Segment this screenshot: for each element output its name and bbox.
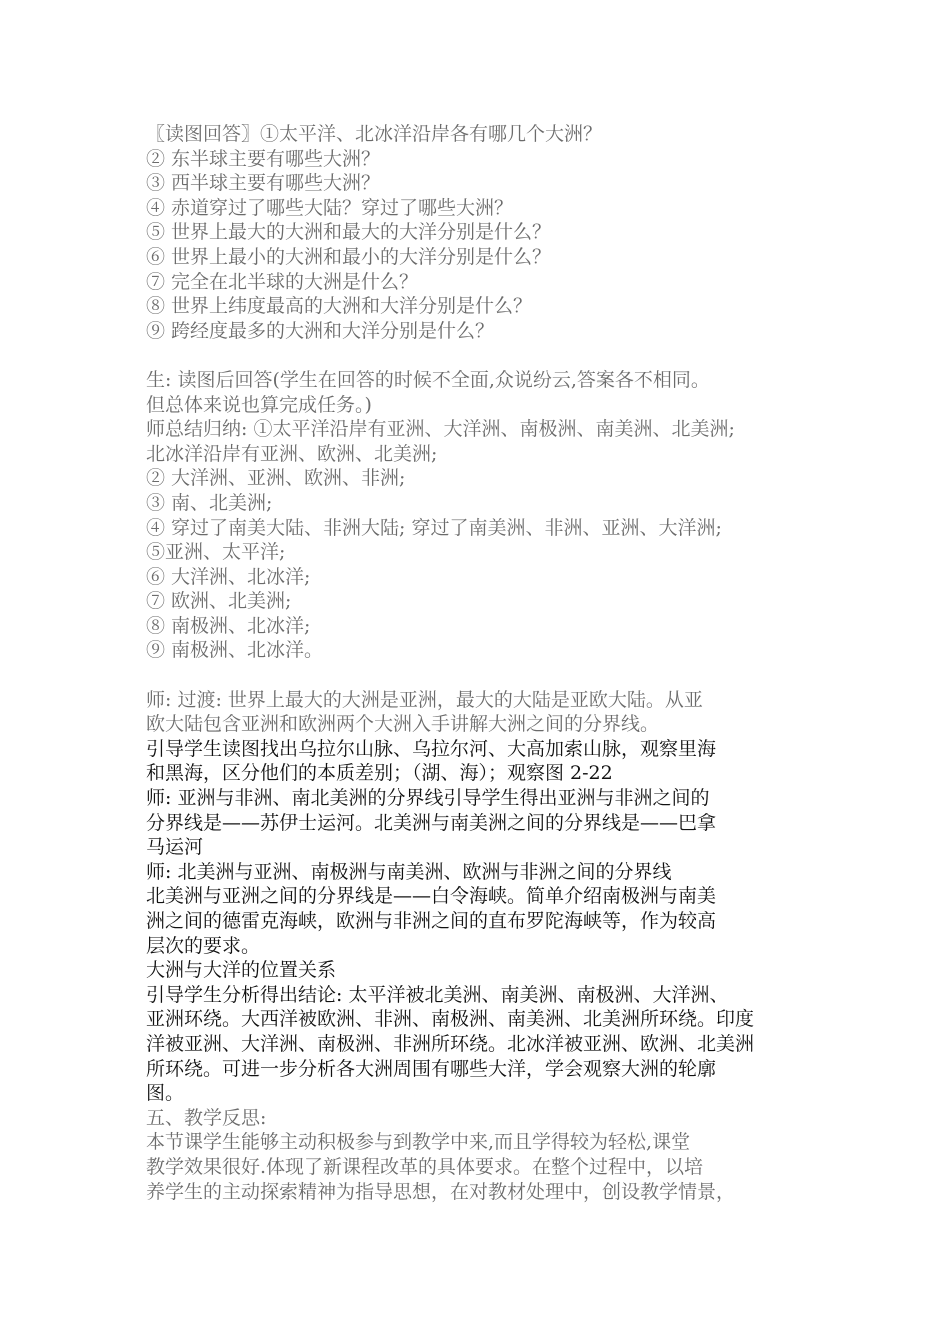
question-line: ⑦ 完全在北半球的大洲是什么？ [146, 270, 419, 293]
transition-section [146, 688, 826, 1106]
answer-line: ③ 南、北美洲; [146, 491, 273, 514]
answer-line: ④ 穿过了南美大陆、非洲大陆; 穿过了南美洲、非洲、亚洲、大洋洲; [146, 516, 722, 539]
transition-line: 亚洲环绕。大西洋被欧洲、非洲、南极洲、南美洲、北美洲所环绕。印度 [146, 1008, 755, 1031]
answer-line: ⑧ 南极洲、北冰洋; [146, 614, 311, 637]
transition-line: 北美洲与亚洲之间的分界线是——白令海峡。简单介绍南极洲与南美 [146, 885, 717, 908]
questions-section [146, 122, 826, 343]
transition-line: 引导学生分析得出结论: 太平洋被北美洲、南美洲、南极洲、大洋洲、 [146, 983, 729, 1006]
question-line: ⑧ 世界上纬度最高的大洲和大洋分别是什么？ [146, 295, 533, 318]
question-line: ② 东半球主要有哪些大洲？ [146, 147, 381, 170]
transition-line: 引导学生读图找出乌拉尔山脉、乌拉尔河、大高加索山脉，观察里海 [146, 737, 717, 760]
transition-line: 师: 亚洲与非洲、南北美洲的分界线引导学生得出亚洲与非洲之间的 [146, 787, 710, 810]
question-line: 〖读图回答〗①太平洋、北冰洋沿岸各有哪几个大洲？ [146, 123, 603, 145]
answer-line: ⑥ 大洋洲、北冰洋; [146, 565, 311, 588]
transition-line: 图。 [146, 1082, 185, 1105]
answer-line: ⑨ 南极洲、北冰洋。 [146, 639, 324, 662]
answer-line: ⑦ 欧洲、北美洲; [146, 590, 292, 613]
reflection-line: 本节课学生能够主动积极参与到教学中来,而且学得较为轻松,课堂 [146, 1131, 691, 1154]
answer-line: ② 大洋洲、亚洲、欧洲、非洲; [146, 467, 406, 490]
transition-line: 分界线是——苏伊士运河。北美洲与南美洲之间的分界线是——巴拿 [146, 811, 717, 834]
transition-line: 层次的要求。 [146, 934, 261, 957]
transition-line: 和黑海，区分他们的本质差别；（湖、海）；观察图 2-22 [146, 762, 613, 785]
transition-line: 洲之间的德雷克海峡，欧洲与非洲之间的直布罗陀海峡等，作为较高 [146, 910, 717, 932]
answer-line: ⑤亚洲、太平洋; [146, 541, 286, 564]
answer-line: 师总结归纳: ①太平洋沿岸有亚洲、大洋洲、南极洲、南美洲、北美洲; [146, 418, 735, 441]
question-line: ⑤ 世界上最大的大洲和最大的大洋分别是什么？ [146, 221, 552, 244]
question-line: ⑨ 跨经度最多的大洲和大洋分别是什么？ [146, 319, 495, 342]
reflection-heading: 五、教学反思: [146, 1106, 267, 1129]
question-line: ④ 赤道穿过了哪些大陆？穿过了哪些大洲？ [146, 196, 514, 219]
transition-line: 欧大陆包含亚洲和欧洲两个大洲入手讲解大洲之间的分界线。 [146, 713, 660, 736]
transition-line: 马运河 [146, 836, 204, 859]
answers-section [146, 368, 826, 663]
transition-line: 洋被亚洲、大洋洲、南极洲、非洲所环绕。北冰洋被亚洲、欧洲、北美洲 [146, 1032, 755, 1055]
transition-line: 师: 过渡: 世界上最大的大洲是亚洲，最大的大陆是亚欧大陆。从亚 [146, 688, 703, 711]
transition-line: 师: 北美洲与亚洲、南极洲与南美洲、欧洲与非洲之间的分界线 [146, 860, 672, 883]
spacer [146, 663, 826, 688]
transition-line: 大洲与大洋的位置关系 [146, 959, 337, 982]
reflection-line: 养学生的主动探索精神为指导思想，在对教材处理中，创设教学情景， [146, 1180, 736, 1203]
answer-line: 但总体来说也算完成任务。) [146, 393, 372, 416]
reflection-line: 教学效果很好.体现了新课程改革的具体要求。在整个过程中，以培 [146, 1155, 704, 1178]
spacer [146, 343, 826, 368]
question-line: ③ 西半球主要有哪些大洲？ [146, 172, 381, 195]
question-line: ⑥ 世界上最小的大洲和最小的大洋分别是什么？ [146, 245, 552, 268]
reflection-section [146, 1106, 826, 1204]
answer-line: 生: 读图后回答(学生在回答的时候不全面,众说纷云,答案各不相同。 [146, 368, 710, 391]
answer-line: 北冰洋沿岸有亚洲、欧洲、北美洲; [146, 442, 438, 465]
document-page [146, 122, 826, 1204]
transition-line: 所环绕。可进一步分析各大洲周围有哪些大洋，学会观察大洲的轮廓 [146, 1057, 717, 1080]
